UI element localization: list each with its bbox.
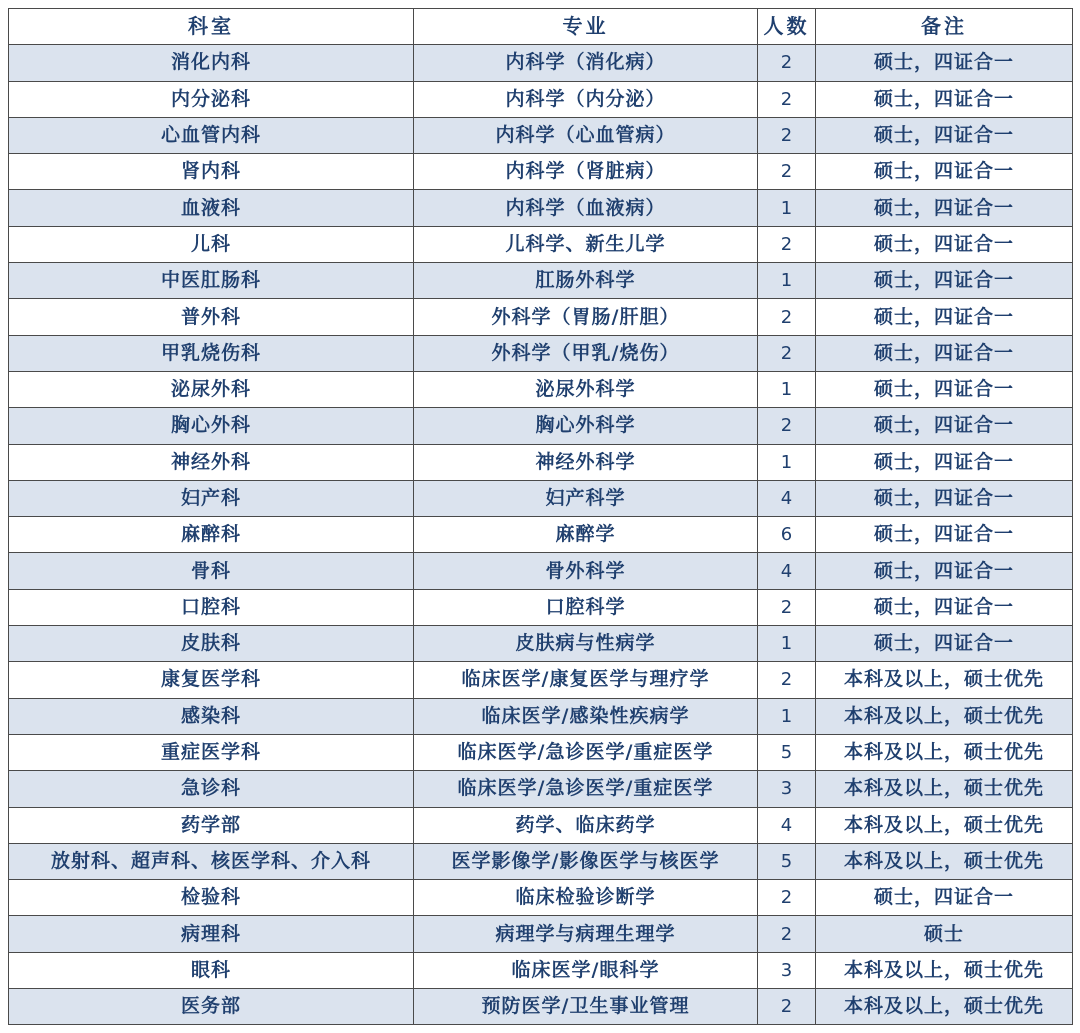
table-row xyxy=(9,698,1073,734)
cell-remarks: 硕士，四证合一 xyxy=(816,480,1073,516)
table-row xyxy=(9,45,1073,81)
table-row xyxy=(9,553,1073,589)
cell-department: 皮肤科 xyxy=(9,626,414,662)
cell-department: 泌尿外科 xyxy=(9,371,414,407)
cell-remarks: 硕士，四证合一 xyxy=(816,299,1073,335)
cell-remarks: 硕士，四证合一 xyxy=(816,81,1073,117)
cell-major: 内科学（肾脏病） xyxy=(414,154,758,190)
header-major: 专业 xyxy=(414,9,758,45)
cell-major: 内科学（内分泌） xyxy=(414,81,758,117)
table-row xyxy=(9,81,1073,117)
header-remarks: 备注 xyxy=(816,9,1073,45)
table-row xyxy=(9,335,1073,371)
cell-count: 2 xyxy=(758,226,816,262)
table-row xyxy=(9,843,1073,879)
cell-count: 2 xyxy=(758,662,816,698)
table-row xyxy=(9,226,1073,262)
cell-major: 神经外科学 xyxy=(414,444,758,480)
table-row xyxy=(9,734,1073,770)
cell-major: 外科学（甲乳/烧伤） xyxy=(414,335,758,371)
cell-count: 2 xyxy=(758,45,816,81)
cell-major: 预防医学/卫生事业管理 xyxy=(414,989,758,1025)
cell-count: 4 xyxy=(758,480,816,516)
cell-remarks: 硕士，四证合一 xyxy=(816,45,1073,81)
cell-department: 神经外科 xyxy=(9,444,414,480)
cell-remarks: 硕士，四证合一 xyxy=(816,335,1073,371)
cell-remarks: 硕士，四证合一 xyxy=(816,589,1073,625)
table-row xyxy=(9,989,1073,1025)
cell-count: 2 xyxy=(758,880,816,916)
cell-count: 2 xyxy=(758,589,816,625)
cell-department: 医务部 xyxy=(9,989,414,1025)
cell-count: 2 xyxy=(758,81,816,117)
cell-remarks: 本科及以上，硕士优先 xyxy=(816,989,1073,1025)
cell-count: 2 xyxy=(758,989,816,1025)
table-row xyxy=(9,299,1073,335)
cell-major: 医学影像学/影像医学与核医学 xyxy=(414,843,758,879)
cell-remarks: 本科及以上，硕士优先 xyxy=(816,698,1073,734)
table-header-row xyxy=(9,9,1073,45)
cell-major: 皮肤病与性病学 xyxy=(414,626,758,662)
cell-department: 胸心外科 xyxy=(9,408,414,444)
cell-count: 6 xyxy=(758,517,816,553)
table-row xyxy=(9,154,1073,190)
cell-major: 临床医学/康复医学与理疗学 xyxy=(414,662,758,698)
table-row xyxy=(9,408,1073,444)
cell-remarks: 硕士，四证合一 xyxy=(816,880,1073,916)
table-row xyxy=(9,589,1073,625)
table-row xyxy=(9,117,1073,153)
cell-count: 4 xyxy=(758,807,816,843)
cell-remarks: 硕士，四证合一 xyxy=(816,444,1073,480)
cell-count: 1 xyxy=(758,444,816,480)
cell-department: 心血管内科 xyxy=(9,117,414,153)
cell-count: 5 xyxy=(758,843,816,879)
table-row xyxy=(9,480,1073,516)
cell-remarks: 硕士 xyxy=(816,916,1073,952)
cell-department: 急诊科 xyxy=(9,771,414,807)
table-body xyxy=(9,45,1073,1025)
cell-department: 口腔科 xyxy=(9,589,414,625)
cell-department: 感染科 xyxy=(9,698,414,734)
cell-remarks: 硕士，四证合一 xyxy=(816,226,1073,262)
cell-count: 3 xyxy=(758,952,816,988)
cell-count: 1 xyxy=(758,190,816,226)
header-count: 人数 xyxy=(758,9,816,45)
cell-major: 临床医学/感染性疾病学 xyxy=(414,698,758,734)
cell-department: 重症医学科 xyxy=(9,734,414,770)
cell-department: 检验科 xyxy=(9,880,414,916)
table-row xyxy=(9,190,1073,226)
cell-count: 2 xyxy=(758,916,816,952)
cell-department: 放射科、超声科、核医学科、介入科 xyxy=(9,843,414,879)
cell-remarks: 硕士，四证合一 xyxy=(816,626,1073,662)
cell-count: 2 xyxy=(758,299,816,335)
cell-major: 骨外科学 xyxy=(414,553,758,589)
cell-department: 中医肛肠科 xyxy=(9,263,414,299)
cell-major: 外科学（胃肠/肝胆） xyxy=(414,299,758,335)
cell-remarks: 本科及以上，硕士优先 xyxy=(816,952,1073,988)
cell-major: 临床医学/眼科学 xyxy=(414,952,758,988)
cell-major: 临床检验诊断学 xyxy=(414,880,758,916)
cell-major: 内科学（消化病） xyxy=(414,45,758,81)
cell-department: 眼科 xyxy=(9,952,414,988)
cell-count: 2 xyxy=(758,117,816,153)
table-row xyxy=(9,263,1073,299)
cell-department: 普外科 xyxy=(9,299,414,335)
cell-count: 2 xyxy=(758,408,816,444)
table-row xyxy=(9,626,1073,662)
cell-major: 妇产科学 xyxy=(414,480,758,516)
table-row xyxy=(9,916,1073,952)
cell-remarks: 硕士，四证合一 xyxy=(816,263,1073,299)
cell-major: 临床医学/急诊医学/重症医学 xyxy=(414,734,758,770)
recruitment-table xyxy=(8,8,1073,1025)
cell-remarks: 硕士，四证合一 xyxy=(816,371,1073,407)
cell-remarks: 本科及以上，硕士优先 xyxy=(816,843,1073,879)
header-department: 科室 xyxy=(9,9,414,45)
cell-count: 1 xyxy=(758,371,816,407)
cell-major: 口腔科学 xyxy=(414,589,758,625)
cell-major: 肛肠外科学 xyxy=(414,263,758,299)
cell-count: 2 xyxy=(758,335,816,371)
cell-count: 5 xyxy=(758,734,816,770)
table-row xyxy=(9,880,1073,916)
cell-department: 儿科 xyxy=(9,226,414,262)
cell-major: 内科学（血液病） xyxy=(414,190,758,226)
table-row xyxy=(9,771,1073,807)
cell-remarks: 本科及以上，硕士优先 xyxy=(816,662,1073,698)
cell-remarks: 硕士，四证合一 xyxy=(816,154,1073,190)
cell-major: 麻醉学 xyxy=(414,517,758,553)
cell-major: 儿科学、新生儿学 xyxy=(414,226,758,262)
cell-count: 2 xyxy=(758,154,816,190)
cell-department: 麻醉科 xyxy=(9,517,414,553)
cell-count: 1 xyxy=(758,626,816,662)
cell-major: 内科学（心血管病） xyxy=(414,117,758,153)
cell-major: 胸心外科学 xyxy=(414,408,758,444)
cell-major: 泌尿外科学 xyxy=(414,371,758,407)
cell-department: 骨科 xyxy=(9,553,414,589)
table-row xyxy=(9,444,1073,480)
table-row xyxy=(9,517,1073,553)
table-row xyxy=(9,952,1073,988)
cell-department: 甲乳烧伤科 xyxy=(9,335,414,371)
cell-department: 血液科 xyxy=(9,190,414,226)
cell-department: 药学部 xyxy=(9,807,414,843)
cell-remarks: 本科及以上，硕士优先 xyxy=(816,771,1073,807)
cell-remarks: 硕士，四证合一 xyxy=(816,517,1073,553)
cell-remarks: 硕士，四证合一 xyxy=(816,190,1073,226)
table-row xyxy=(9,807,1073,843)
cell-major: 病理学与病理生理学 xyxy=(414,916,758,952)
cell-remarks: 本科及以上，硕士优先 xyxy=(816,807,1073,843)
cell-major: 临床医学/急诊医学/重症医学 xyxy=(414,771,758,807)
cell-remarks: 硕士，四证合一 xyxy=(816,553,1073,589)
table-row xyxy=(9,371,1073,407)
cell-department: 病理科 xyxy=(9,916,414,952)
cell-department: 康复医学科 xyxy=(9,662,414,698)
cell-major: 药学、临床药学 xyxy=(414,807,758,843)
cell-department: 内分泌科 xyxy=(9,81,414,117)
table-row xyxy=(9,662,1073,698)
cell-department: 消化内科 xyxy=(9,45,414,81)
cell-count: 1 xyxy=(758,263,816,299)
cell-remarks: 硕士，四证合一 xyxy=(816,117,1073,153)
cell-department: 妇产科 xyxy=(9,480,414,516)
cell-count: 4 xyxy=(758,553,816,589)
cell-count: 1 xyxy=(758,698,816,734)
cell-count: 3 xyxy=(758,771,816,807)
cell-remarks: 本科及以上，硕士优先 xyxy=(816,734,1073,770)
cell-department: 肾内科 xyxy=(9,154,414,190)
cell-remarks: 硕士，四证合一 xyxy=(816,408,1073,444)
